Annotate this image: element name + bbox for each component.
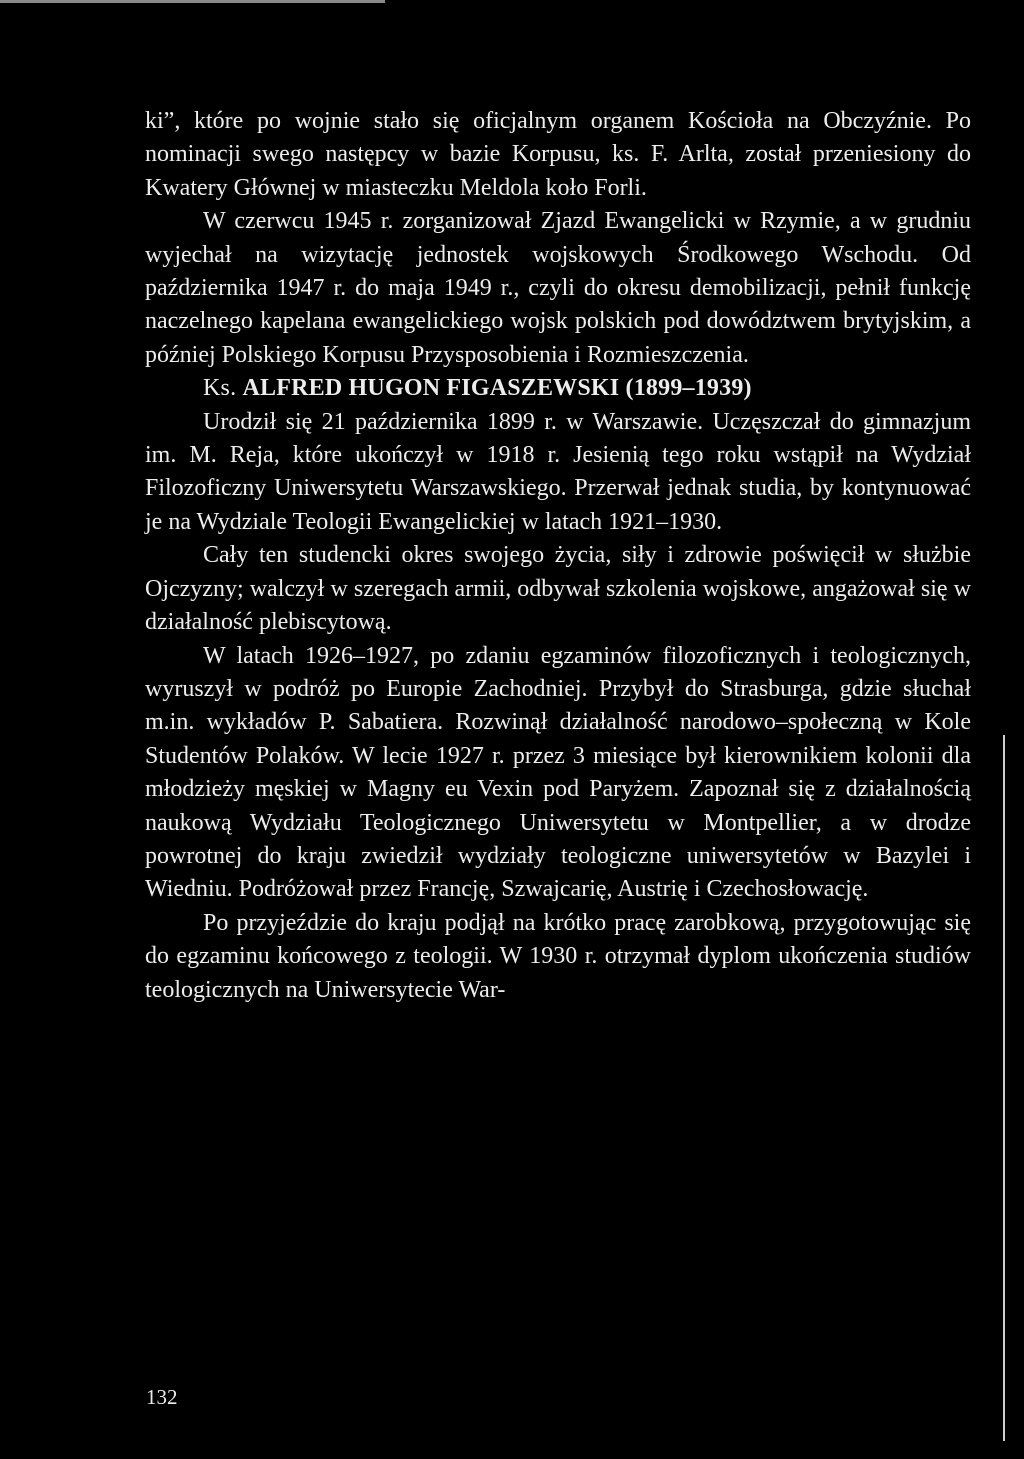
paragraph: Po przyjeździe do kraju podjął na krótko pracę zarobkową, przygotowując się do egzaminu końcowego z teologii. W 1930 r. otrzymał dyplom ukończenia studiów teologicznych na Uniwersytecie War- [145,909,971,1003]
paragraph: Cały ten studencki okres swojego życia, siły i zdrowie poświęcił w służbie Ojczyzny; walczył w szeregach armii, odbywał szkolenia wojskowe, angażował się w działalność plebiscytową. [145,542,971,636]
heading-name: ALFRED HUGON FIGASZEWSKI (1899–1939) [242,375,752,402]
paragraph: Urodził się 21 października 1899 r. w Warszawie. Uczęszczał do gimnazjum im. M. Reja, które ukończył w 1918 r. Jesienią tego roku wstąpił na Wydział Filozoficzny Uniwersytetu Warszawskiego. Przerwał jednak studia, by kontynuować je na Wydziale Teologii Ewangelickiej w latach 1921–1930. [145,408,971,535]
paragraph: ki”, które po wojnie stało się oficjalnym organem Kościoła na Obczyźnie. Po nominacji swego następcy w bazie Korpusu, ks. F. Arlta, został przeniesiony do Kwatery Głównej w miasteczku Meldola koło Forli. [145,108,971,201]
section-heading [145,372,971,405]
page-body [145,105,971,1007]
scan-edge-bar [0,0,385,3]
paragraph: W czerwcu 1945 r. zorganizował Zjazd Ewangelicki w Rzymie, a w grudniu wyjechał na wizytację jednostek wojskowych Środkowego Wschodu. Od października 1947 r. do maja 1949 r., czyli do okresu demobilizacji, pełnił funkcję naczelnego kapelana ewangelickiego wojsk polskich pod dowództwem brytyjskim, a później Polskiego Korpusu Przysposobienia i Rozmieszczenia. [145,208,971,368]
paragraph: W latach 1926–1927, po zdaniu egzaminów filozoficznych i teologicznych, wyruszył w podróż po Europie Zachodniej. Przybył do Strasburga, gdzie słuchał m.in. wykładów P. Sabatiera. Rozwinął działalność narodowo–społeczną w Kole Studentów Polaków. W lecie 1927 r. przez 3 miesiące był kierownikiem kolonii dla młodzieży męskiej w Magny eu Vexin pod Paryżem. Zapoznał się z działalnością naukową Wydziału Teologicznego Uniwersytetu w Montpellier, a w drodze powrotnej do kraju zwiedził wydziały teologiczne uniwersytetów w Bazylei i Wiedniu. Podróżował przez Francję, Szwajcarię, Austrię i Czechosłowację. [145,642,971,903]
scan-edge-rule [1003,735,1005,1441]
page-number: 132 [146,1385,178,1409]
heading-prefix: Ks. [203,375,243,402]
